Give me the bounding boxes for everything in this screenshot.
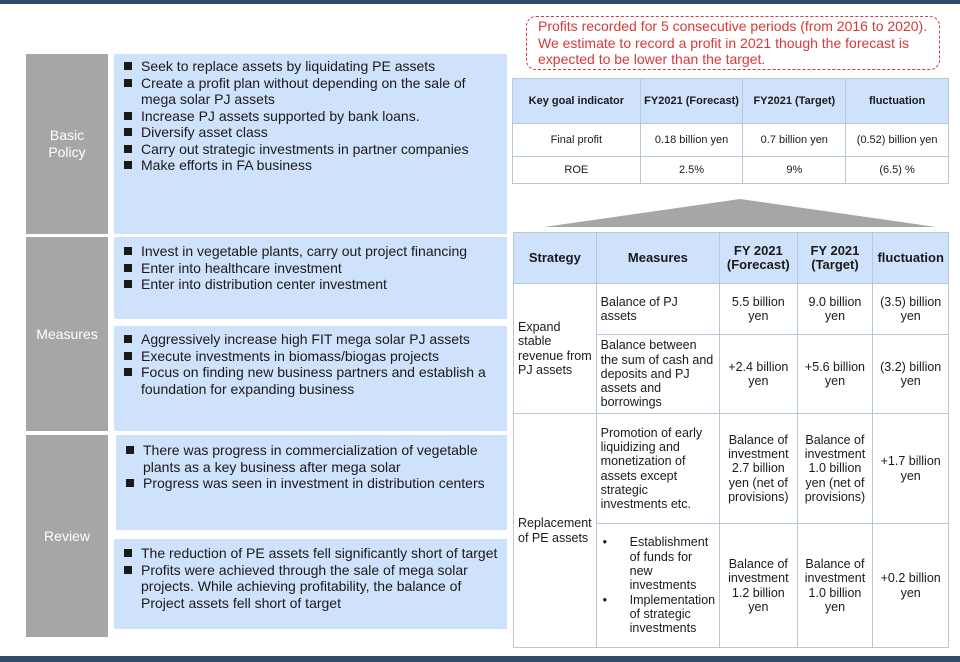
table-header: Strategy (514, 233, 597, 284)
list-item: Focus on finding new business partners and establish a foundation for expanding business (124, 364, 499, 397)
list-item: Create a profit plan without depending on the sale of mega solar PJ assets (124, 75, 499, 108)
table-header: fluctuation (873, 233, 949, 284)
measures-list-2 (124, 331, 499, 397)
key-goal-indicator-table (512, 78, 949, 184)
table-cell: Balance between the sum of cash and deposits and PJ assets and borrowings (596, 335, 719, 414)
table-cell: +0.2 billion yen (873, 524, 949, 648)
table-cell: (3.2) billion yen (873, 335, 949, 414)
list-item: Increase PJ assets supported by bank loans. (124, 108, 499, 125)
table-cell: 0.18 billion yen (640, 124, 743, 157)
table-cell: (0.52) billion yen (846, 124, 949, 157)
table-header: fluctuation (846, 79, 949, 124)
review-list-2 (124, 545, 499, 611)
list-item: Aggressively increase high FIT mega solar PJ assets (124, 331, 499, 348)
list-item: Profits were achieved through the sale of mega solar projects. While achieving profitability, the balance of Project assets fell short of target (124, 562, 499, 612)
table-header: FY 2021 (Target) (797, 233, 873, 284)
measures-box-1 (114, 237, 507, 319)
basic-policy-box (114, 54, 507, 234)
measure-bullet-list (601, 535, 715, 635)
review-list-1 (126, 442, 499, 492)
table-cell: Balance of investment 1.0 billion yen (net of provisions) (797, 414, 873, 524)
table-header: Key goal indicator (513, 79, 641, 124)
list-item: Progress was seen in investment in distribution centers (126, 475, 499, 492)
table-header-row (513, 79, 949, 124)
list-item: Enter into distribution center investment (124, 276, 499, 293)
table-header: FY2021 (Forecast) (640, 79, 743, 124)
table-cell: ROE (513, 157, 641, 184)
profit-callout: Profits recorded for 5 consecutive periods (from 2016 to 2020). We estimate to record a profit in 2021 though the forecast is expected to be lower than the target. (526, 16, 940, 70)
list-item: • Establishment of funds for new investments (601, 535, 715, 592)
table-row (514, 284, 949, 335)
table-cell: Balance of investment 1.0 billion yen (797, 524, 873, 648)
strategy-cell: Replacement of PE assets (514, 414, 597, 648)
table-header: FY2021 (Target) (743, 79, 846, 124)
table-cell: +5.6 billion yen (797, 335, 873, 414)
list-item: Execute investments in biomass/biogas projects (124, 348, 499, 365)
table-cell: 0.7 billion yen (743, 124, 846, 157)
measures-list-1 (124, 243, 499, 293)
table-cell: 5.5 billion yen (720, 284, 797, 335)
table-cell: Balance of investment 1.2 billion yen (720, 524, 797, 648)
list-item: Diversify asset class (124, 124, 499, 141)
measures-box-2 (114, 326, 507, 431)
table-cell: (3.5) billion yen (873, 284, 949, 335)
list-item: Carry out strategic investments in partner companies (124, 141, 499, 158)
table-row (514, 414, 949, 524)
basic-policy-label (26, 54, 108, 234)
measures-label-text: Measures (36, 325, 98, 342)
table-row (513, 124, 949, 157)
table-cell: (6.5) % (846, 157, 949, 184)
measures-label (26, 237, 108, 431)
review-label (26, 435, 108, 637)
list-item: Seek to replace assets by liquidating PE assets (124, 58, 499, 75)
table-cell: Promotion of early liquidizing and monetization of assets except strategic investments etc. (596, 414, 719, 524)
table-header: FY 2021 (Forecast) (720, 233, 797, 284)
list-item: Invest in vegetable plants, carry out project financing (124, 243, 499, 260)
table-row (513, 157, 949, 184)
review-label-text: Review (44, 527, 90, 544)
review-box-1 (116, 435, 507, 530)
table-cell: Final profit (513, 124, 641, 157)
review-box-2 (114, 539, 507, 629)
bottom-border (0, 656, 960, 662)
list-item: There was progress in commercialization of vegetable plants as a key business after mega solar (126, 442, 499, 475)
strategy-cell: Expand stable revenue from PJ assets (514, 284, 597, 414)
table-cell: +1.7 billion yen (873, 414, 949, 524)
table-cell (596, 524, 719, 648)
measures-table (513, 232, 949, 648)
table-header: Measures (596, 233, 719, 284)
list-item: Make efforts in FA business (124, 157, 499, 174)
table-header-row (514, 233, 949, 284)
top-border (0, 0, 960, 4)
basic-policy-list (124, 58, 499, 174)
table-cell: +2.4 billion yen (720, 335, 797, 414)
pyramid-divider (540, 197, 940, 231)
table-cell: Balance of PJ assets (596, 284, 719, 335)
table-cell: 2.5% (640, 157, 743, 184)
list-item: Enter into healthcare investment (124, 260, 499, 277)
list-item: • Implementation of strategic investments (601, 593, 715, 636)
list-item: The reduction of PE assets fell significantly short of target (124, 545, 499, 562)
table-cell: Balance of investment 2.7 billion yen (net of provisions) (720, 414, 797, 524)
basic-policy-label-text: Basic Policy (48, 127, 86, 160)
table-cell: 9.0 billion yen (797, 284, 873, 335)
table-cell: 9% (743, 157, 846, 184)
